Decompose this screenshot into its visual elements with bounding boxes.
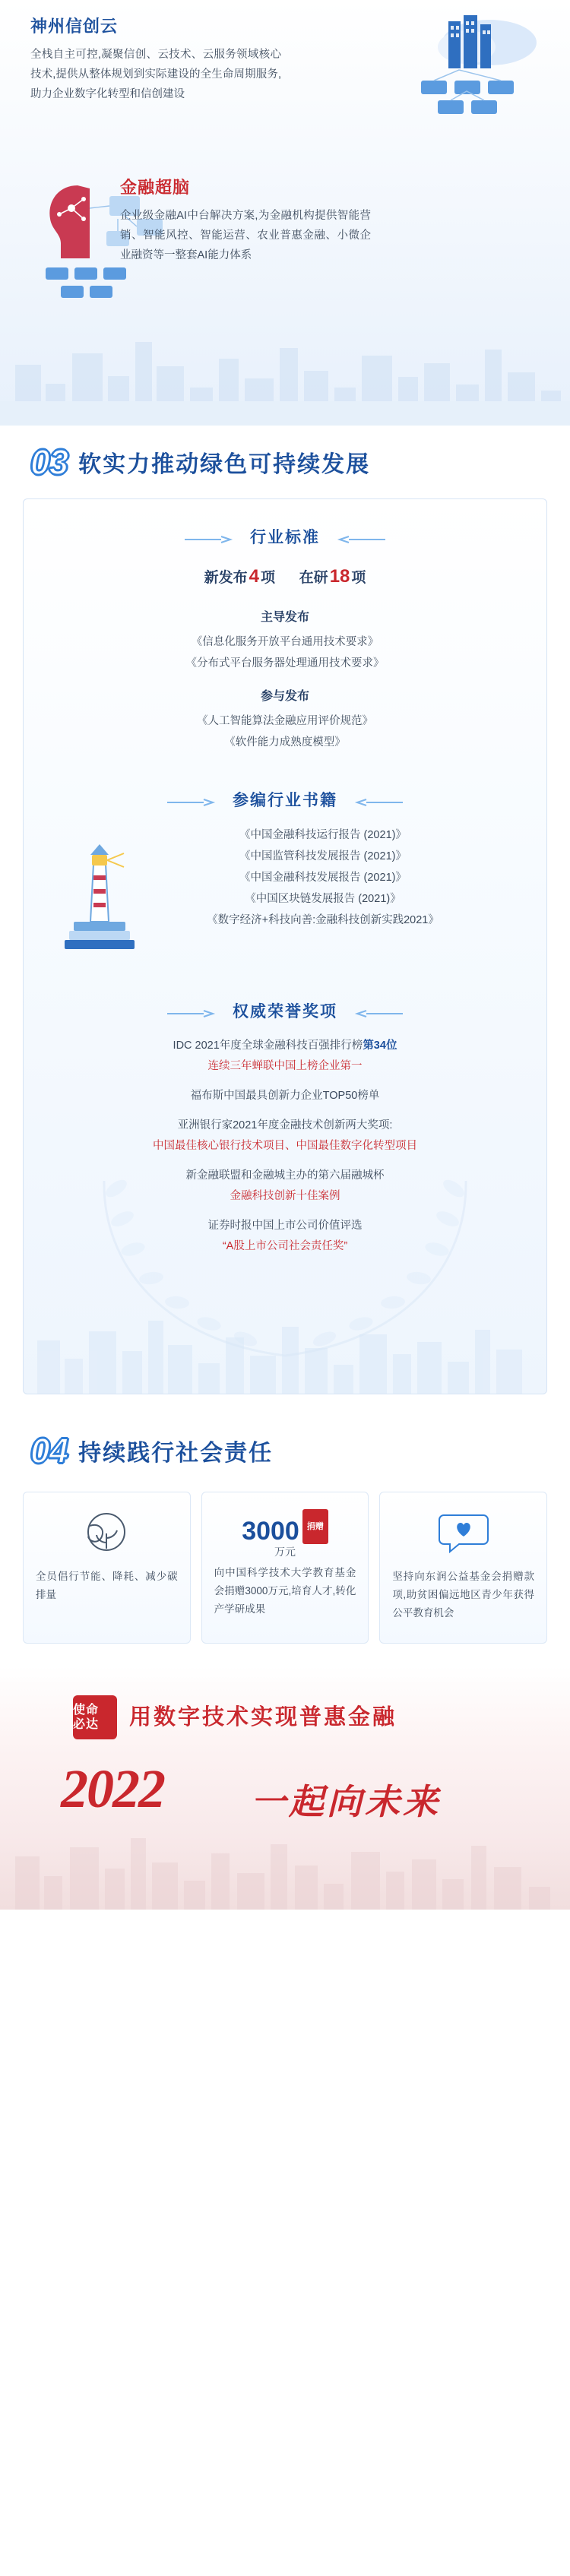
award-subtext: “A股上市公司社会责任奖” <box>222 1240 348 1252</box>
section-title: 持续践行社会责任 <box>78 1441 274 1466</box>
csr-card-education <box>379 1492 547 1644</box>
product-card-shenzhou-cloud <box>30 14 281 104</box>
section-heading-03 <box>0 426 570 498</box>
section-number: 04 <box>30 1431 68 1470</box>
cloud-server-illustration <box>375 8 550 122</box>
award-subtext: 连续三年蝉联中国上榜企业第一 <box>207 1060 363 1072</box>
award-item: 福布斯中国最具创新力企业TOP50榜单 <box>190 1090 380 1102</box>
left-ornament-icon <box>185 536 233 543</box>
leaf-earth-icon <box>76 1509 137 1556</box>
left-ornament-icon <box>167 1010 216 1017</box>
standards-lead-label: 主导发布 <box>260 611 309 624</box>
csr-card-text: 向中国科学技术大学教育基金会捐赠3000万元,培育人才,转化产学研成果 <box>214 1567 356 1615</box>
donation-badge: 捐赠 <box>302 1509 328 1544</box>
section-heading-04 <box>0 1414 570 1487</box>
subsection-heading-books <box>24 788 546 811</box>
standards-join-item: 《软件能力成熟度模型》 <box>224 736 346 748</box>
award-text: IDC 2021年度全球金融科技百强排行榜 <box>173 1040 363 1052</box>
left-ornament-icon <box>167 799 216 806</box>
footer-title: 用数字技术实现普惠金融 <box>129 1705 397 1729</box>
city-skyline-decoration <box>0 312 570 426</box>
product-title: 神州信创云 <box>30 17 119 36</box>
product-description: 企业级金融AI中台解决方案,为金融机构提供智能营销、智能风控、智能运营、农业普惠金融、小微企业融资等一整套AI能力体系 <box>120 210 371 261</box>
standards-research-label: 在研 <box>299 570 328 586</box>
footer-banner <box>0 1666 570 1910</box>
awards-list <box>24 1036 546 1257</box>
award-item <box>24 1036 546 1056</box>
standards-join-item: 《人工智能算法金融应用评价规范》 <box>197 715 373 727</box>
section-number: 03 <box>30 442 68 482</box>
csr-card-text: 全员倡行节能、降耗、减少碳排量 <box>36 1571 178 1600</box>
books-list <box>24 824 546 931</box>
book-item: 《中国监管科技发展报告 (2021)》 <box>239 850 407 862</box>
top-products-block <box>0 0 570 426</box>
award-item: 新金融联盟和金融城主办的第六届融城杯 <box>185 1169 385 1182</box>
standards-published-count: 4 <box>249 566 259 587</box>
subsection-title: 行业标准 <box>250 529 320 546</box>
right-ornament-icon <box>354 1010 403 1017</box>
csr-card-donation <box>201 1492 369 1644</box>
award-item: 证券时报中国上市公司价值评选 <box>207 1220 363 1232</box>
donation-unit: 万元 <box>274 1546 296 1558</box>
footer-skyline-decoration <box>0 1818 570 1910</box>
csr-cards <box>23 1492 547 1644</box>
standards-published-unit: 项 <box>260 570 275 586</box>
product-title: 金融超脑 <box>120 178 191 197</box>
right-ornament-icon <box>337 536 385 543</box>
award-subtext: 中国最佳核心银行技术项目、中国最佳数字化转型项目 <box>153 1140 417 1152</box>
standards-lead-item: 《信息化服务开放平台通用技术要求》 <box>191 636 379 648</box>
csr-card-energy <box>23 1492 191 1644</box>
donation-number: 3000 <box>242 1517 299 1546</box>
book-item: 《中国金融科技运行报告 (2021)》 <box>239 829 407 841</box>
product-card-financial-brain <box>120 175 371 265</box>
standards-research-unit: 项 <box>351 570 366 586</box>
standards-lead-item: 《分布式平台服务器处理通用技术要求》 <box>185 657 385 669</box>
mission-seal: 使命 必达 <box>73 1695 117 1739</box>
standards-summary <box>24 562 546 753</box>
award-highlight: 第34位 <box>363 1040 397 1052</box>
section03-panel <box>23 498 547 1394</box>
book-item: 《中国区块链发展报告 (2021)》 <box>245 893 401 905</box>
standards-join-label: 参与发布 <box>260 690 309 703</box>
right-ornament-icon <box>354 799 403 806</box>
csr-card-text: 坚持向东润公益基金会捐赠款项,助贫困偏远地区青少年获得公平教育机会 <box>392 1571 535 1619</box>
book-item: 《中国金融科技发展报告 (2021)》 <box>239 872 407 884</box>
section-title: 软实力推动绿色可持续发展 <box>78 452 371 477</box>
subsection-title: 参编行业书籍 <box>233 792 337 809</box>
award-item: 亚洲银行家2021年度金融技术创新两大奖项: <box>177 1119 393 1131</box>
panel-skyline-decoration <box>24 1295 546 1394</box>
subsection-heading-awards <box>24 999 546 1022</box>
subsection-title: 权威荣誉奖项 <box>233 1003 337 1021</box>
standards-research-count: 18 <box>329 566 350 587</box>
donation-amount <box>214 1509 356 1547</box>
footer-slogan: 一起向未来 <box>251 1783 441 1821</box>
book-item: 《数字经济+科技向善:金融科技创新实践2021》 <box>207 914 439 926</box>
product-description: 全栈自主可控,凝聚信创、云技术、云服务领域核心技术,提供从整体规划到实际建设的全生命周期服务,助力企业数字化转型和信创建设 <box>30 49 281 100</box>
subsection-heading-standards <box>24 525 546 548</box>
award-subtext: 金融科技创新十佳案例 <box>230 1190 340 1202</box>
standards-published-label: 新发布 <box>204 570 248 586</box>
heart-chat-icon <box>433 1509 494 1556</box>
footer-year: 2022 <box>61 1758 164 1819</box>
